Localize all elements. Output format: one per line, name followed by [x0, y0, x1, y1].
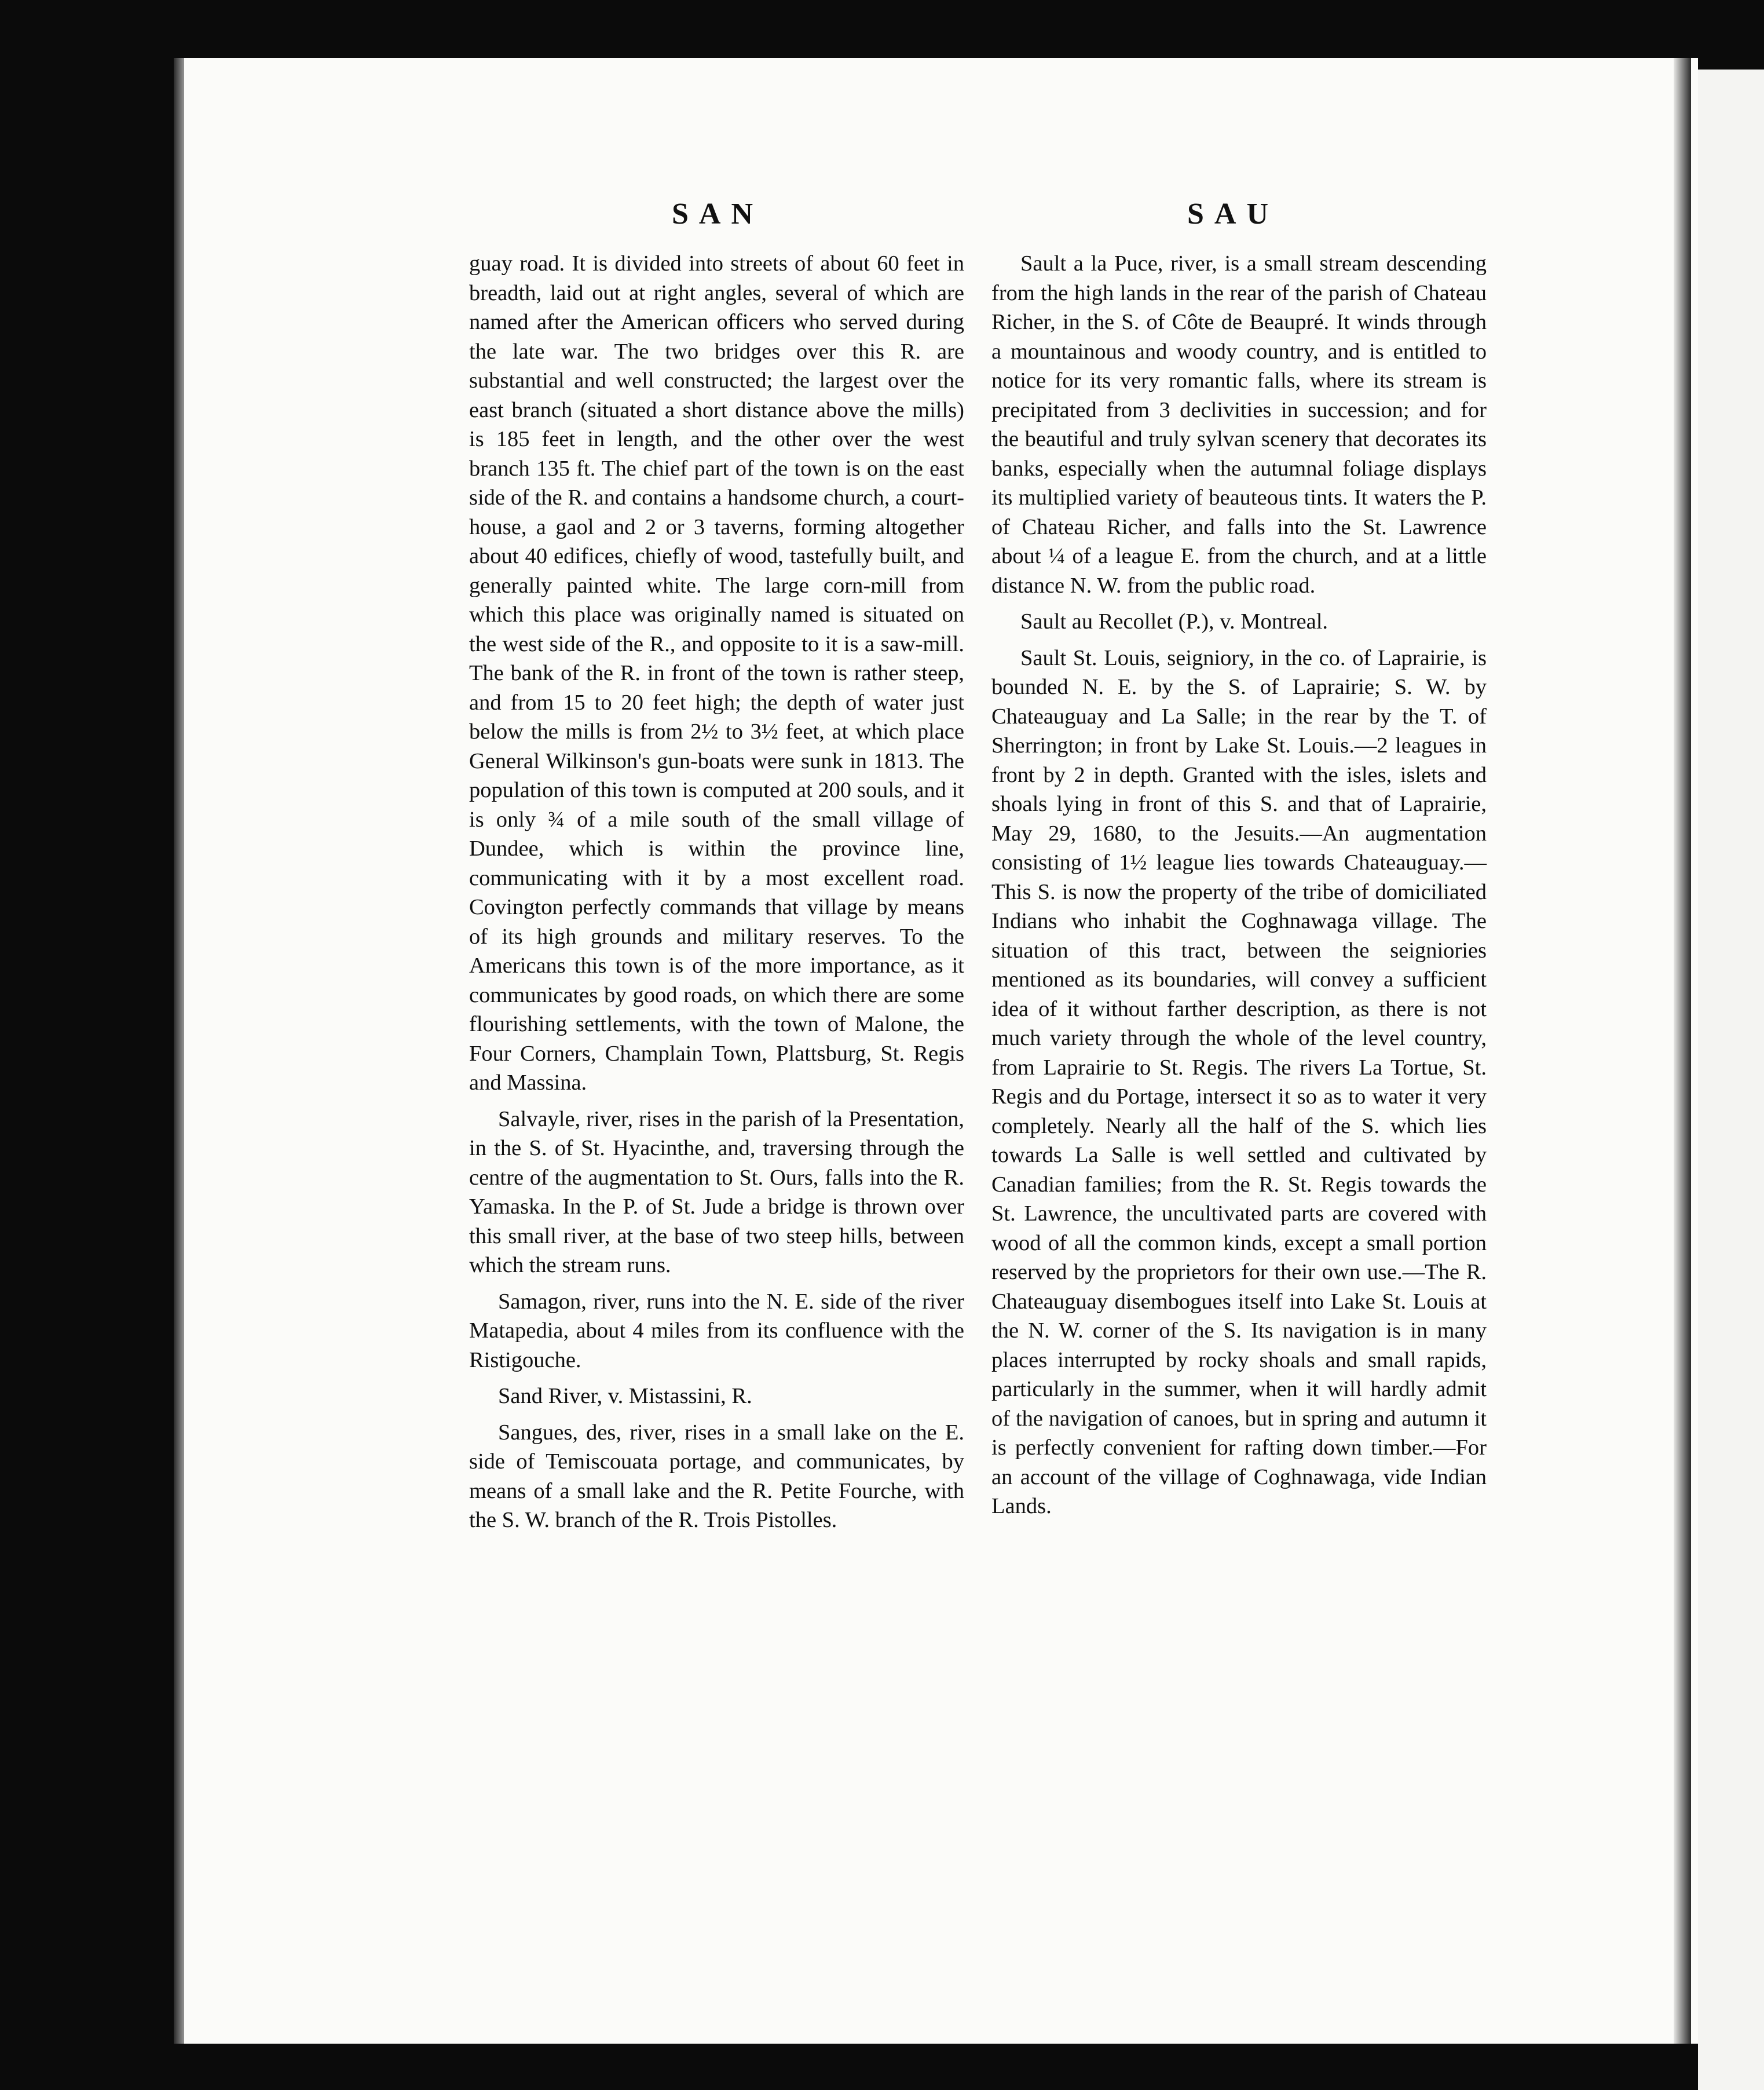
entry-sand-river: Sand River, v. Mistassini, R. [498, 1384, 752, 1408]
left-paragraph-continuation: guay road. It is divided into streets of about 60 feet in breadth, laid out at right angles, several of which are named after the American officers who served during the late war. The two bridges over this R. are substantial and well constructed; the largest over the east branch (situated a short distance above the mills) is 185 feet in length, and the other over the west branch 135 ft. The chief part of the town is on the east side of the R. and contains a handsome church, a court-house, a gaol and 2 or 3 taverns, forming altogether about 40 edifices, chiefly of wood, tastefully built, and generally painted white. The large corn-mill from which this place was originally named is situated on the west side of the R., and opposite to it is a saw-mill. The bank of the R. in front of the town is rather steep, and from 15 to 20 feet high; the depth of water just below the mills is from 2½ to 3½ feet, at which place General Wilkinson's gun-boats were sunk in 1813. The population of this town is computed at 200 souls, and it is only ¾ of a mile south of the small village of Dundee, which is within the province line, communicating with it by a most excellent road. Covington perfectly commands that village by means of its high grounds and military reserves. To the Americans this town is of the more importance, as it communicates by good roads, on which there are some flourishing settlements, with the town of Malone, the Four Corners, Champlain Town, Plattsburg, St. Regis and Massina. [469, 251, 964, 1095]
left-column [469, 249, 964, 1542]
adjacent-page-strip [1698, 70, 1764, 2090]
entry-sault-au-recollet: Sault au Recollet (P.), v. Montreal. [1020, 609, 1329, 634]
page-right-edge-shadow [1674, 58, 1691, 2044]
running-head-left: SAN [672, 198, 764, 231]
entry-sangues: Sangues, des, river, rises in a small lake on the E. side of Temiscouata portage, and communicates, by means of a small lake and the R. Petite Fourche, with the S. W. branch of the R. Trois Pistolles. [469, 1420, 964, 1532]
entry-salvayle: Salvayle, river, rises in the parish of la Presentation, in the S. of St. Hyacinthe, and, traversing through the centre of the augmentation to St. Ours, falls into the R. Yamaska. In the P. of St. Jude a bridge is thrown over this small river, at the base of two steep hills, between which the stream runs. [469, 1106, 964, 1277]
entry-sault-st-louis: Sault St. Louis, seigniory, in the co. of Laprairie, is bounded N. E. by the S. of Laprairie; S. W. by Chateauguay and La Salle; in the rear by the T. of Sherrington; in front by Lake St. Louis.—2 leagues in front by 2 in depth. Granted with the isles, islets and shoals lying in front of this S. and that of Laprairie, May 29, 1680, to the Jesuits.—An augmentation consisting of 1½ league lies towards Chateauguay.—This S. is now the property of the tribe of domiciliated Indians who inhabit the Coghnawaga village. The situation of this tract, between the seigniories mentioned as its boundaries, will convey a sufficient idea of it without farther description, as there is not much variety through the whole of the level country, from Laprairie to St. Regis. The rivers La Tortue, St. Regis and du Portage, intersect it so as to water it very completely. Nearly all the half of the S. which lies towards La Salle is well settled and cultivated by Canadian families; from the R. St. Regis towards the St. Lawrence, the uncultivated parts are covered with wood of all the common kinds, except a small portion reserved by the proprietors for their own use.—The R. Chateauguay disembogues itself into Lake St. Louis at the N. W. corner of the S. Its navigation is in many places interrupted by rocky shoals and small rapids, particularly in the summer, when it will hardly admit of the navigation of canoes, but in spring and autumn it is perfectly convenient for rafting down timber.—For an account of the village of Coghnawaga, vide Indian Lands. [991, 645, 1487, 1518]
running-head-right: SAU [1187, 198, 1279, 231]
entry-sault-a-la-puce: Sault a la Puce, river, is a small stream descending from the high lands in the rear of the parish of Chateau Richer, in the S. of Côte de Beaupré. It winds through a mountainous and woody country, and is entitled to notice for its very romantic falls, where its stream is precipitated from 3 declivities in succession; and for the beautiful and truly sylvan scenery that decorates its banks, especially when the autumnal foliage displays its multiplied variety of beauteous tints. It waters the P. of Chateau Richer, and falls into the St. Lawrence about ¼ of a league E. from the church, and at a little distance N. W. from the public road. [991, 251, 1487, 598]
entry-samagon: Samagon, river, runs into the N. E. side of the river Matapedia, about 4 miles from its confluence with the Ristigouche. [469, 1289, 964, 1372]
right-column [991, 249, 1487, 1528]
